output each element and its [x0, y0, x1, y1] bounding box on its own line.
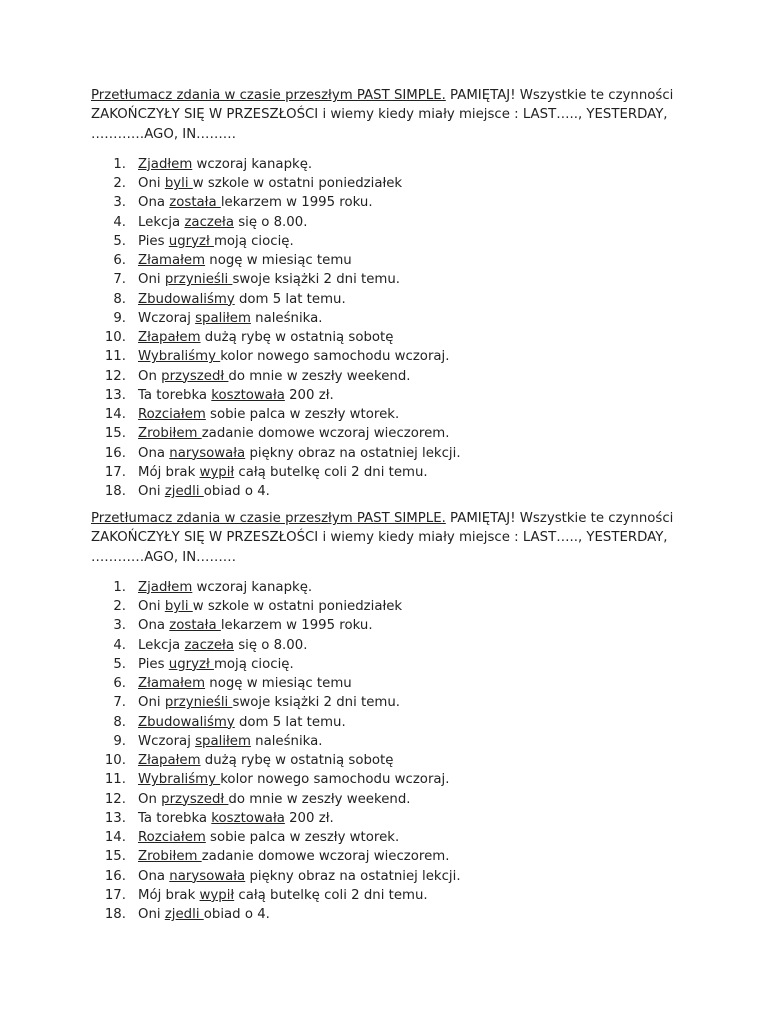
list-item: [91, 463, 691, 482]
sentence-list: [91, 578, 691, 925]
list-item: [91, 405, 691, 424]
list-item: [91, 309, 691, 328]
underlined-verb: zaczeła: [184, 637, 234, 653]
item-number: 8.: [113, 714, 126, 730]
list-item: [91, 174, 691, 193]
item-number: 5.: [113, 656, 126, 672]
underlined-verb: Złamałem: [138, 253, 206, 269]
item-number: 6.: [113, 676, 126, 692]
item-number: 14.: [104, 830, 126, 846]
sentence-text-after: dom 5 lat temu.: [234, 291, 346, 307]
item-number: 11.: [104, 349, 126, 365]
sentence-text-after: naleśnika.: [250, 733, 323, 749]
item-number: 7.: [113, 272, 126, 288]
sentence-text-after: lekarzem w 1995 roku.: [220, 195, 373, 211]
item-number: 18.: [104, 484, 126, 500]
sentence-text-before: Ta torebka: [138, 810, 212, 826]
item-number: 16.: [104, 445, 126, 461]
underlined-verb: została: [169, 618, 221, 634]
item-number: 4.: [113, 214, 126, 230]
sentence-text-before: Mój brak: [138, 464, 200, 480]
underlined-verb: kosztowała: [211, 387, 285, 403]
item-number: 1.: [113, 579, 126, 595]
list-item: [91, 636, 691, 655]
item-number: 17.: [104, 464, 126, 480]
sentence-text-after: dużą rybę w ostatnią sobotę: [200, 753, 394, 769]
list-item: [91, 213, 691, 232]
item-number: 15.: [104, 426, 126, 442]
exercise-section-1: [91, 86, 691, 501]
sentence-text-after: lekarzem w 1995 roku.: [220, 618, 373, 634]
sentence-text-after: się o 8.00.: [233, 637, 308, 653]
sentence-text-before: Mój brak: [138, 887, 200, 903]
item-number: 3.: [113, 618, 126, 634]
sentence-text-before: Oni: [138, 176, 165, 192]
list-item: [91, 732, 691, 751]
sentence-text-after: wczoraj kanapkę.: [192, 579, 313, 595]
item-number: 4.: [113, 637, 126, 653]
underlined-verb: narysowała: [169, 868, 246, 884]
list-item: [91, 693, 691, 712]
sentence-text-after: zadanie domowe wczoraj wieczorem.: [201, 849, 450, 865]
underlined-verb: zaczeła: [184, 214, 234, 230]
item-number: 11.: [104, 772, 126, 788]
sentence-text-after: swoje książki 2 dni temu.: [232, 272, 401, 288]
underlined-verb: Zjadłem: [138, 579, 193, 595]
item-number: 15.: [104, 849, 126, 865]
list-item: [91, 232, 691, 251]
list-item: [91, 155, 691, 174]
list-item: [91, 290, 691, 309]
sentence-text-before: Ona: [138, 868, 170, 884]
sentence-text-after: 200 zł.: [284, 810, 334, 826]
underlined-verb: Zbudowaliśmy: [138, 714, 235, 730]
underlined-verb: przynieśli: [164, 695, 233, 711]
sentence-text-after: do mnie w zeszły weekend.: [228, 791, 411, 807]
sentence-list: [91, 155, 691, 502]
item-number: 6.: [113, 253, 126, 269]
list-item: [91, 386, 691, 405]
sentence-text-after: w szkole w ostatni poniedziałek: [192, 599, 403, 615]
sentence-text-after: swoje książki 2 dni temu.: [232, 695, 401, 711]
underlined-verb: Zrobiłem: [138, 426, 202, 442]
sentence-text-after: całą butelkę coli 2 dni temu.: [234, 887, 428, 903]
list-item: [91, 482, 691, 501]
item-number: 13.: [104, 387, 126, 403]
sentence-text-after: dom 5 lat temu.: [234, 714, 346, 730]
list-item: [91, 597, 691, 616]
list-item: [91, 809, 691, 828]
item-number: 12.: [104, 368, 126, 384]
instruction-title: Przetłumacz zdania w czasie przeszłym PAST SIMPLE.: [91, 511, 446, 526]
sentence-text-after: zadanie domowe wczoraj wieczorem.: [201, 426, 450, 442]
underlined-verb: Złamałem: [138, 676, 206, 692]
underlined-verb: spaliłem: [195, 733, 251, 749]
sentence-text-after: sobie palca w zeszły wtorek.: [205, 830, 400, 846]
underlined-verb: ugryzł: [168, 233, 214, 249]
instruction-text: PAMIĘTAJ! Wszystkie te czynności ZAKOŃCZYŁY SIĘ W PRZESZŁOŚCI i wiemy kiedy miały miejsce : LAST….., YESTERDAY, …………AGO, IN………: [91, 511, 674, 565]
list-item: [91, 770, 691, 789]
sentence-text-after: moją ciocię.: [213, 233, 294, 249]
list-item: [91, 424, 691, 443]
list-item: [91, 790, 691, 809]
item-number: 14.: [104, 407, 126, 423]
underlined-verb: przyszedł: [161, 368, 229, 384]
list-item: [91, 905, 691, 924]
list-item: [91, 193, 691, 212]
list-item: [91, 347, 691, 366]
item-number: 16.: [104, 868, 126, 884]
item-number: 10.: [104, 330, 126, 346]
underlined-verb: została: [169, 195, 221, 211]
sentence-text-before: Oni: [138, 272, 165, 288]
list-item: [91, 886, 691, 905]
list-item: [91, 270, 691, 289]
underlined-verb: wypił: [199, 887, 235, 903]
sentence-text-after: nogę w miesiąc temu: [205, 676, 352, 692]
underlined-verb: ugryzł: [168, 656, 214, 672]
underlined-verb: Zbudowaliśmy: [138, 291, 235, 307]
item-number: 2.: [113, 599, 126, 615]
underlined-verb: Zrobiłem: [138, 849, 202, 865]
underlined-verb: przyszedł: [161, 791, 229, 807]
sentence-text-after: w szkole w ostatni poniedziałek: [192, 176, 403, 192]
sentence-text-after: do mnie w zeszły weekend.: [228, 368, 411, 384]
sentence-text-before: On: [138, 368, 162, 384]
underlined-verb: byli: [164, 176, 193, 192]
sentence-text-before: Oni: [138, 907, 165, 923]
underlined-verb: Rozciałem: [138, 830, 206, 846]
instruction-text: PAMIĘTAJ! Wszystkie te czynności ZAKOŃCZYŁY SIĘ W PRZESZŁOŚCI i wiemy kiedy miały miejsce : LAST….., YESTERDAY, …………AGO, IN………: [91, 88, 674, 142]
item-number: 18.: [104, 907, 126, 923]
list-item: [91, 367, 691, 386]
underlined-verb: spaliłem: [195, 310, 251, 326]
item-number: 10.: [104, 753, 126, 769]
sentence-text-after: sobie palca w zeszły wtorek.: [205, 407, 400, 423]
underlined-verb: Zjadłem: [138, 156, 193, 172]
list-item: [91, 616, 691, 635]
instruction-paragraph: [91, 86, 691, 144]
sentence-text-after: całą butelkę coli 2 dni temu.: [234, 464, 428, 480]
sentence-text-after: piękny obraz na ostatniej lekcji.: [245, 445, 461, 461]
sentence-text-after: wczoraj kanapkę.: [192, 156, 313, 172]
sentence-text-after: nogę w miesiąc temu: [205, 253, 352, 269]
sentence-text-before: Ona: [138, 445, 170, 461]
sentence-text-after: obiad o 4.: [203, 484, 270, 500]
sentence-text-after: kolor nowego samochodu wczoraj.: [220, 772, 450, 788]
item-number: 3.: [113, 195, 126, 211]
sentence-text-after: naleśnika.: [250, 310, 323, 326]
underlined-verb: zjedli: [164, 484, 204, 500]
sentence-text-before: On: [138, 791, 162, 807]
list-item: [91, 867, 691, 886]
list-item: [91, 578, 691, 597]
sentence-text-before: Wczoraj: [138, 733, 196, 749]
sentence-text-before: Ta torebka: [138, 387, 212, 403]
underlined-verb: narysowała: [169, 445, 246, 461]
sentence-text-before: Oni: [138, 484, 165, 500]
item-number: 13.: [104, 810, 126, 826]
exercise-section-2: [91, 509, 691, 924]
list-item: [91, 444, 691, 463]
underlined-verb: Złapałem: [138, 753, 201, 769]
item-number: 12.: [104, 791, 126, 807]
list-item: [91, 251, 691, 270]
item-number: 9.: [113, 733, 126, 749]
list-item: [91, 828, 691, 847]
underlined-verb: przynieśli: [164, 272, 233, 288]
underlined-verb: Złapałem: [138, 330, 201, 346]
sentence-text-after: moją ciocię.: [213, 656, 294, 672]
item-number: 8.: [113, 291, 126, 307]
underlined-verb: wypił: [199, 464, 235, 480]
sentence-text-before: Oni: [138, 695, 165, 711]
list-item: [91, 713, 691, 732]
underlined-verb: Rozciałem: [138, 407, 206, 423]
underlined-verb: Wybraliśmy: [138, 349, 221, 365]
sentence-text-after: się o 8.00.: [233, 214, 308, 230]
sentence-text-after: 200 zł.: [284, 387, 334, 403]
sentence-text-before: Lekcja: [138, 214, 185, 230]
item-number: 2.: [113, 176, 126, 192]
sentence-text-before: Lekcja: [138, 637, 185, 653]
sentence-text-before: Pies: [138, 233, 169, 249]
underlined-verb: Wybraliśmy: [138, 772, 221, 788]
sentence-text-after: obiad o 4.: [203, 907, 270, 923]
sentence-text-before: Wczoraj: [138, 310, 196, 326]
underlined-verb: byli: [164, 599, 193, 615]
sentence-text-before: Pies: [138, 656, 169, 672]
list-item: [91, 655, 691, 674]
item-number: 1.: [113, 156, 126, 172]
item-number: 9.: [113, 310, 126, 326]
sentence-text-before: Ona: [138, 195, 170, 211]
underlined-verb: kosztowała: [211, 810, 285, 826]
item-number: 7.: [113, 695, 126, 711]
sentence-text-before: Oni: [138, 599, 165, 615]
list-item: [91, 847, 691, 866]
item-number: 5.: [113, 233, 126, 249]
list-item: [91, 674, 691, 693]
sentence-text-after: piękny obraz na ostatniej lekcji.: [245, 868, 461, 884]
list-item: [91, 328, 691, 347]
instruction-title: Przetłumacz zdania w czasie przeszłym PAST SIMPLE.: [91, 88, 446, 103]
sentence-text-after: kolor nowego samochodu wczoraj.: [220, 349, 450, 365]
sentence-text-before: Ona: [138, 618, 170, 634]
item-number: 17.: [104, 887, 126, 903]
instruction-paragraph: [91, 509, 691, 567]
list-item: [91, 751, 691, 770]
underlined-verb: zjedli: [164, 907, 204, 923]
sentence-text-after: dużą rybę w ostatnią sobotę: [200, 330, 394, 346]
